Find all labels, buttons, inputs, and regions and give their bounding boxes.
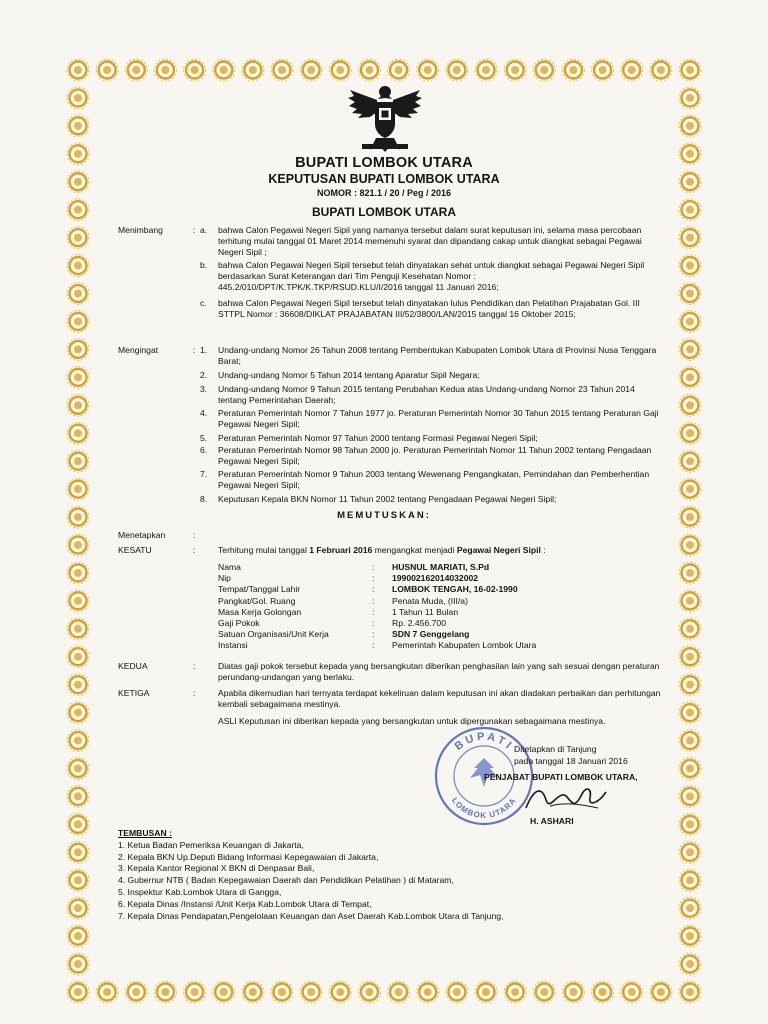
border-ornament	[679, 562, 701, 584]
tembusan-item: 7. Kepala Dinas Pendapatan,Pengelolaan Keuangan dan Aset Daerah Kab.Lombok Utara di Tanjung,	[118, 910, 504, 921]
border-ornament	[67, 255, 89, 277]
issuer-title: BUPATI LOMBOK UTARA	[295, 155, 473, 171]
field-colon: :	[372, 618, 375, 628]
border-ornament	[67, 394, 89, 416]
handwritten-signature	[520, 782, 610, 816]
border-ornament	[679, 450, 701, 472]
border-ornament	[67, 869, 89, 891]
border-ornament	[154, 59, 176, 81]
border-ornament	[621, 59, 643, 81]
border-ornament	[388, 59, 410, 81]
garuda-emblem	[346, 82, 424, 154]
field-value: Penata Muda, (III/a)	[392, 595, 468, 606]
menimbang-colon: :	[193, 225, 196, 235]
signatory-title: PENJABAT BUPATI LOMBOK UTARA,	[484, 772, 638, 782]
border-ornament	[679, 702, 701, 724]
border-ornament	[679, 953, 701, 975]
border-ornament	[679, 115, 701, 137]
border-ornament	[679, 869, 701, 891]
kesatu-colon: :	[193, 545, 196, 555]
item-number: 6.	[200, 445, 208, 455]
signature-date: pada tanggal 18 Januari 2016	[514, 756, 628, 766]
item-text: Peraturan Pemerintah Nomor 7 Tahun 1977 jo. Peraturan Pemerintah Nomor 30 Tahun 2015 tentang Peraturan Gaji Pegawai Negeri Sipil;	[218, 408, 659, 429]
border-ornament	[679, 534, 701, 556]
border-ornament	[679, 841, 701, 863]
border-ornament	[271, 981, 293, 1003]
field-label: Satuan Organisasi/Unit Kerja	[218, 629, 329, 640]
tembusan-item: 5. Inspektur Kab.Lombok Utara di Gangga,	[118, 886, 282, 897]
item-number: 5.	[200, 433, 208, 443]
field-label: Gaji Pokok	[218, 618, 260, 628]
border-ornament	[67, 618, 89, 640]
border-ornament	[242, 59, 264, 81]
field-label: Instansi	[218, 640, 248, 651]
border-ornament	[592, 59, 614, 81]
border-ornament	[329, 59, 351, 81]
field-value: SDN 7 Genggelang	[392, 629, 470, 640]
border-ornament	[679, 478, 701, 500]
tembusan-list	[118, 840, 503, 923]
item-text: Undang-undang Nomor 9 Tahun 2015 tentang Perubahan Kedua atas Undang-undang Nomor 23 Tahun 2014 tentang Pemerintahan Daerah;	[218, 384, 635, 405]
border-ornament	[67, 227, 89, 249]
border-ornament	[67, 87, 89, 109]
border-ornament	[67, 785, 89, 807]
field-colon: :	[372, 595, 375, 606]
menimbang-item	[200, 298, 660, 320]
item-number: 7.	[200, 469, 208, 479]
mengingat-item	[200, 433, 660, 444]
decree-number: NOMOR : 821.1 / 20 / Peg / 2016	[316, 188, 452, 198]
mengingat-label: Mengingat	[118, 345, 159, 355]
border-ornament	[679, 618, 701, 640]
ketiga-colon: :	[193, 688, 196, 698]
mengingat-colon: :	[193, 345, 196, 355]
border-ornament	[417, 59, 439, 81]
item-text: Undang-undang Nomor 26 Tahun 2008 tentang Pembentukan Kabupaten Lombok Utara di Provinsi Nusa Tenggara Barat;	[218, 345, 657, 366]
border-ornament	[125, 981, 147, 1003]
border-ornament	[184, 981, 206, 1003]
border-ornament	[679, 897, 701, 919]
border-ornament	[67, 366, 89, 388]
field-colon: :	[372, 584, 375, 595]
field-label: Nama	[218, 562, 241, 572]
field-label: Nip	[218, 573, 231, 584]
item-number: 4.	[200, 408, 208, 418]
border-ornament	[67, 338, 89, 360]
border-ornament	[67, 59, 89, 81]
kesatu-label: KESATU	[118, 545, 152, 555]
field-value: 1 Tahun 11 Bulan	[392, 606, 459, 617]
border-ornament	[67, 925, 89, 947]
border-ornament	[679, 757, 701, 779]
kedua-label: KEDUA	[118, 661, 148, 671]
asli-text: ASLI Keputusan ini diberikan kepada yang bersangkutan untuk dipergunakan sebagaimana mestinya.	[218, 716, 606, 726]
border-ornament	[154, 981, 176, 1003]
border-ornament	[679, 338, 701, 360]
border-ornament	[562, 981, 584, 1003]
border-ornament	[533, 981, 555, 1003]
border-ornament	[504, 981, 526, 1003]
border-ornament	[67, 310, 89, 332]
item-number: 2.	[200, 370, 208, 380]
border-ornament	[67, 702, 89, 724]
border-ornament	[679, 366, 701, 388]
field-value: 199002162014032002	[392, 573, 479, 584]
border-ornament	[358, 59, 380, 81]
field-value: HUSNUL MARIATI, S.Pd	[392, 562, 490, 572]
item-text: bahwa Calon Pegawai Negeri Sipil tersebut telah dinyatakan lulus Pendidikan dan Pelatihan Prajabatan Gol. III STTPL Nomor : 36608/DIKLAT PRAJABATAN III/52/3800/LAN/2015 tanggal 16 Oktober 2015;	[218, 298, 640, 319]
border-ornament	[679, 283, 701, 305]
border-ornament	[679, 646, 701, 668]
field-value: Pemerintah Kabupaten Lombok Utara	[392, 640, 537, 651]
stamp-top-text: BUPATI	[452, 730, 516, 754]
item-text: Keputusan Kepala BKN Nomor 11 Tahun 2002 tentang Pengadaan Pegawai Negeri Sipil;	[218, 494, 557, 504]
tembusan-item: 6. Kepala Dinas /Instansi /Unit Kerja Kab.Lombok Utara di Tempat,	[118, 898, 372, 909]
border-ornament	[67, 674, 89, 696]
border-ornament	[67, 590, 89, 612]
border-ornament	[300, 59, 322, 81]
border-ornament	[67, 730, 89, 752]
border-ornament	[562, 59, 584, 81]
menetapkan-colon: :	[193, 530, 196, 540]
field-label: Masa Kerja Golongan	[218, 606, 302, 617]
ketiga-text: Apabila dikemudian hari ternyata terdapat kekeliruan dalam keputusan ini akan diadakan perbaikan dan perhitungan kembali sebagaimana mestinya.	[218, 688, 661, 709]
border-ornament	[592, 981, 614, 1003]
field-colon: :	[372, 606, 375, 617]
mengingat-item	[200, 408, 660, 430]
kedua-text: Diatas gaji pokok tersebut kepada yang bersangkutan diberikan penghasilan lain yang sah sesuai dengan peraturan perundang-undangan yang berlaku.	[218, 661, 660, 682]
menetapkan-label: Menetapkan	[118, 530, 166, 540]
border-ornament	[504, 59, 526, 81]
border-ornament	[417, 981, 439, 1003]
stamp-bottom-text: LOMBOK UTARA	[449, 795, 519, 821]
item-number: 3.	[200, 384, 208, 394]
border-ornament	[679, 59, 701, 81]
border-ornament	[125, 59, 147, 81]
border-ornament	[96, 981, 118, 1003]
field-colon: :	[372, 562, 375, 572]
kesatu-intro: Terhitung mulai tanggal 1 Februari 2016 mengangkat menjadi Pegawai Negeri Sipil :	[218, 545, 546, 555]
field-label: Pangkat/Gol. Ruang	[218, 595, 296, 606]
border-ornament	[67, 813, 89, 835]
border-ornament	[679, 813, 701, 835]
item-number: 8.	[200, 494, 208, 504]
border-ornament	[213, 981, 235, 1003]
mengingat-item	[200, 384, 660, 406]
item-number: c.	[200, 298, 207, 308]
border-ornament	[679, 925, 701, 947]
tembusan-item: 1. Ketua Badan Pemeriksa Keuangan di Jakarta,	[118, 839, 304, 850]
border-ornament	[358, 981, 380, 1003]
tembusan-item: 3. Kepala Kantor Regional X BKN di Denpasar Bali,	[118, 863, 315, 874]
item-text: Peraturan Pemerintah Nomor 97 Tahun 2000 tentang Formasi Pegawai Negeri Sipil;	[218, 433, 538, 443]
border-ornament	[67, 897, 89, 919]
signatory-name: H. ASHARI	[530, 816, 574, 826]
tembusan-item: 2. Kepala BKN Up.Deputi Bidang Informasi Kepegawaian di Jakarta,	[118, 851, 379, 862]
border-ornament	[679, 87, 701, 109]
border-ornament	[67, 115, 89, 137]
ketiga-label: KETIGA	[118, 688, 150, 698]
tembusan-heading: TEMBUSAN :	[118, 828, 172, 838]
mengingat-item	[200, 494, 660, 505]
border-ornament	[679, 227, 701, 249]
border-ornament	[184, 59, 206, 81]
decree-title: KEPUTUSAN BUPATI LOMBOK UTARA	[268, 172, 500, 186]
mengingat-item	[200, 469, 660, 491]
border-ornament	[96, 59, 118, 81]
border-ornament	[475, 981, 497, 1003]
item-text: Peraturan Pemerintah Nomor 9 Tahun 2003 tentang Wewenang Pengangkatan, Pemindahan dan Pemberhentian Pegawai Negeri Sipil;	[218, 469, 650, 490]
border-ornament	[679, 590, 701, 612]
mengingat-item	[200, 370, 660, 381]
border-ornament	[213, 59, 235, 81]
border-ornament	[329, 981, 351, 1003]
border-ornament	[67, 981, 89, 1003]
field-colon: :	[372, 629, 375, 640]
border-ornament	[67, 283, 89, 305]
memutuskan-heading: MEMUTUSKAN:	[337, 510, 431, 521]
border-ornament	[446, 59, 468, 81]
menimbang-item	[200, 260, 660, 292]
field-label: Tempat/Tanggal Lahir	[218, 584, 301, 595]
border-ornament	[475, 59, 497, 81]
kedua-colon: :	[193, 661, 196, 671]
tembusan-section	[118, 828, 503, 922]
border-ornament	[67, 478, 89, 500]
field-value: LOMBOK TENGAH, 16-02-1990	[392, 584, 518, 595]
mengingat-item	[200, 445, 660, 467]
mengingat-item	[200, 345, 660, 367]
border-ornament	[679, 255, 701, 277]
border-ornament	[67, 450, 89, 472]
border-ornament	[679, 394, 701, 416]
border-ornament	[679, 674, 701, 696]
field-colon: :	[372, 640, 375, 651]
border-ornament	[67, 562, 89, 584]
border-ornament	[67, 422, 89, 444]
border-ornament	[67, 534, 89, 556]
border-ornament	[679, 981, 701, 1003]
signature-place: Ditetapkan di Tanjung	[514, 744, 597, 754]
border-ornament	[533, 59, 555, 81]
border-ornament	[67, 646, 89, 668]
border-ornament	[679, 730, 701, 752]
item-number: b.	[200, 260, 208, 270]
border-ornament	[300, 981, 322, 1003]
border-ornament	[242, 981, 264, 1003]
item-text: Undang-undang Nomor 5 Tahun 2014 tentang Aparatur Sipil Negara;	[218, 370, 480, 380]
border-ornament	[67, 953, 89, 975]
border-ornament	[271, 59, 293, 81]
border-ornament	[650, 59, 672, 81]
border-ornament	[621, 981, 643, 1003]
border-ornament	[650, 981, 672, 1003]
field-value: Rp. 2.456.700	[392, 618, 446, 628]
border-ornament	[679, 785, 701, 807]
border-ornament	[446, 981, 468, 1003]
border-ornament	[679, 422, 701, 444]
border-ornament	[67, 757, 89, 779]
item-text: Peraturan Pemerintah Nomor 98 Tahun 2000 jo. Peraturan Pemerintah Nomor 11 Tahun 2002 tentang Pengadaan Pegawai Negeri Sipil;	[218, 445, 652, 466]
border-ornament	[388, 981, 410, 1003]
item-text: bahwa Calon Pegawai Negeri Sipil tersebut telah dinyatakan sehat untuk diangkat sebagai Pegawai Negeri Sipil berdasarkan Surat Keterangan dari Tim Penguji Kesehatan Nomor : 445.2/010/DPT/K.TPK/K.TKP/RSUD.KLU/I/2016 tanggal 11 Januari 2016;	[218, 260, 645, 292]
item-number: 1.	[200, 345, 208, 355]
border-ornament	[67, 841, 89, 863]
item-number: a.	[200, 225, 208, 235]
field-colon: :	[372, 573, 375, 584]
border-ornament	[679, 310, 701, 332]
tembusan-item: 4. Gubernur NTB ( Badan Kepegawaian Daerah dan Pendidikan Pelatihan ) di Mataram,	[118, 875, 454, 886]
menimbang-label: Menimbang	[118, 225, 163, 235]
authority-title: BUPATI LOMBOK UTARA	[312, 205, 456, 219]
menimbang-item	[200, 225, 660, 257]
item-text: bahwa Calon Pegawai Negeri Sipil yang namanya tersebut dalam surat keputusan ini, selama masa percobaan terhitung mulai tanggal 01 Maret 2014 memenuhi syarat dan dipandang cakap untuk diangkat sebagai Pegawai Negeri Sipil ;	[218, 225, 642, 257]
